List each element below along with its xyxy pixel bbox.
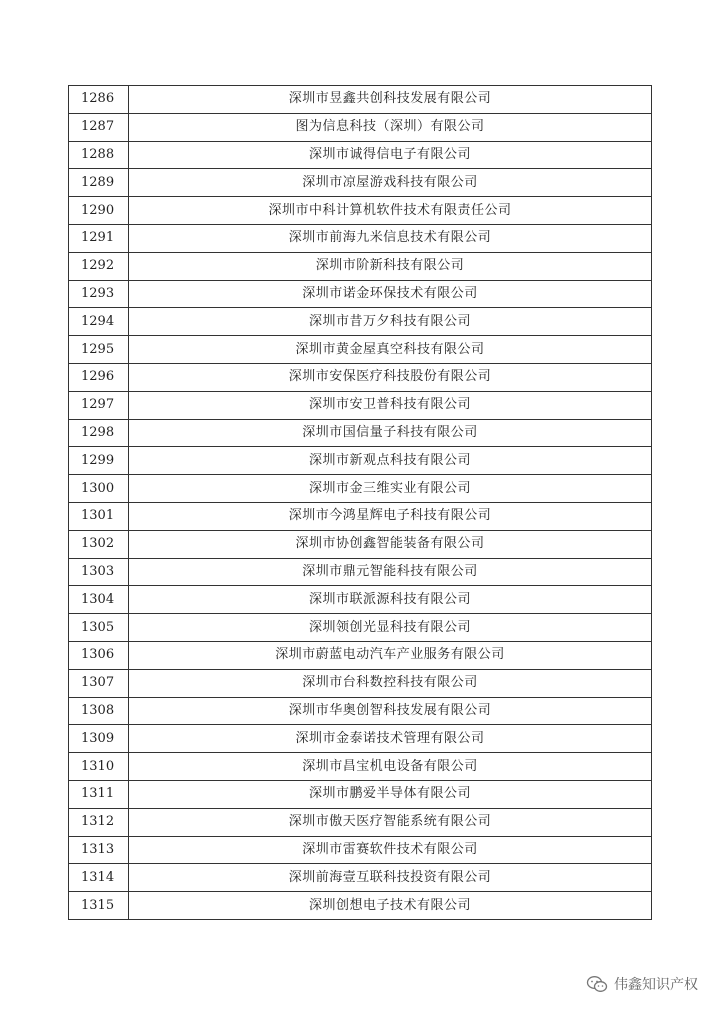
row-number: 1309 xyxy=(69,725,129,753)
row-number: 1303 xyxy=(69,558,129,586)
table-row xyxy=(69,224,652,252)
row-number: 1289 xyxy=(69,169,129,197)
company-name: 深圳市今鸿星辉电子科技有限公司 xyxy=(129,502,652,530)
row-number: 1310 xyxy=(69,753,129,781)
company-name: 深圳市安卫普科技有限公司 xyxy=(129,391,652,419)
table-row xyxy=(69,336,652,364)
company-name: 深圳市昔万夕科技有限公司 xyxy=(129,308,652,336)
table-row xyxy=(69,892,652,920)
row-number: 1291 xyxy=(69,224,129,252)
row-number: 1300 xyxy=(69,475,129,503)
row-number: 1288 xyxy=(69,141,129,169)
row-number: 1290 xyxy=(69,197,129,225)
company-name: 深圳市安保医疗科技股份有限公司 xyxy=(129,363,652,391)
row-number: 1308 xyxy=(69,697,129,725)
row-number: 1313 xyxy=(69,836,129,864)
watermark xyxy=(586,973,698,995)
row-number: 1298 xyxy=(69,419,129,447)
row-number: 1293 xyxy=(69,280,129,308)
row-number: 1292 xyxy=(69,252,129,280)
table-row xyxy=(69,614,652,642)
row-number: 1287 xyxy=(69,113,129,141)
row-number: 1286 xyxy=(69,86,129,114)
company-table-body xyxy=(69,86,652,920)
table-row xyxy=(69,447,652,475)
company-name: 深圳市金泰诺技术管理有限公司 xyxy=(129,725,652,753)
table-row xyxy=(69,363,652,391)
table-row xyxy=(69,475,652,503)
table-row xyxy=(69,753,652,781)
table-row xyxy=(69,641,652,669)
table-row xyxy=(69,113,652,141)
company-table xyxy=(68,85,652,920)
table-row xyxy=(69,669,652,697)
watermark-text: 伟鑫知识产权 xyxy=(614,977,698,993)
company-name: 深圳创想电子技术有限公司 xyxy=(129,892,652,920)
company-name: 深圳前海壹互联科技投资有限公司 xyxy=(129,864,652,892)
table-row xyxy=(69,141,652,169)
company-name: 深圳市阶新科技有限公司 xyxy=(129,252,652,280)
row-number: 1312 xyxy=(69,808,129,836)
company-name: 深圳市凉屋游戏科技有限公司 xyxy=(129,169,652,197)
table-row xyxy=(69,697,652,725)
company-name: 深圳市协创鑫智能装备有限公司 xyxy=(129,530,652,558)
table-row xyxy=(69,86,652,114)
row-number: 1305 xyxy=(69,614,129,642)
row-number: 1315 xyxy=(69,892,129,920)
company-name: 深圳市蔚蓝电动汽车产业服务有限公司 xyxy=(129,641,652,669)
company-name: 深圳市傲天医疗智能系统有限公司 xyxy=(129,808,652,836)
company-name: 深圳市昱鑫共创科技发展有限公司 xyxy=(129,86,652,114)
company-name: 深圳市国信量子科技有限公司 xyxy=(129,419,652,447)
table-row xyxy=(69,252,652,280)
company-name: 深圳市黄金屋真空科技有限公司 xyxy=(129,336,652,364)
row-number: 1294 xyxy=(69,308,129,336)
row-number: 1296 xyxy=(69,363,129,391)
table-row xyxy=(69,391,652,419)
table-row xyxy=(69,808,652,836)
table-row xyxy=(69,725,652,753)
row-number: 1314 xyxy=(69,864,129,892)
company-name: 深圳市联派源科技有限公司 xyxy=(129,586,652,614)
company-name: 深圳市诚得信电子有限公司 xyxy=(129,141,652,169)
company-name: 深圳市前海九米信息技术有限公司 xyxy=(129,224,652,252)
row-number: 1307 xyxy=(69,669,129,697)
company-name: 深圳市诺金环保技术有限公司 xyxy=(129,280,652,308)
table-row xyxy=(69,586,652,614)
table-row xyxy=(69,197,652,225)
table-row xyxy=(69,558,652,586)
row-number: 1302 xyxy=(69,530,129,558)
table-row xyxy=(69,780,652,808)
table-row xyxy=(69,502,652,530)
row-number: 1306 xyxy=(69,641,129,669)
company-name: 深圳市新观点科技有限公司 xyxy=(129,447,652,475)
company-name: 深圳市鹏爱半导体有限公司 xyxy=(129,780,652,808)
company-name: 深圳市中科计算机软件技术有限责任公司 xyxy=(129,197,652,225)
company-name: 深圳市雷赛软件技术有限公司 xyxy=(129,836,652,864)
row-number: 1299 xyxy=(69,447,129,475)
company-name: 深圳市鼎元智能科技有限公司 xyxy=(129,558,652,586)
table-row xyxy=(69,169,652,197)
row-number: 1311 xyxy=(69,780,129,808)
company-name: 图为信息科技（深圳）有限公司 xyxy=(129,113,652,141)
row-number: 1297 xyxy=(69,391,129,419)
row-number: 1304 xyxy=(69,586,129,614)
table-row xyxy=(69,864,652,892)
row-number: 1295 xyxy=(69,336,129,364)
company-name: 深圳市金三维实业有限公司 xyxy=(129,475,652,503)
row-number: 1301 xyxy=(69,502,129,530)
table-row xyxy=(69,419,652,447)
company-name: 深圳市华奥创智科技发展有限公司 xyxy=(129,697,652,725)
table-row xyxy=(69,530,652,558)
table-row xyxy=(69,308,652,336)
company-name: 深圳市台科数控科技有限公司 xyxy=(129,669,652,697)
table-row xyxy=(69,280,652,308)
company-name: 深圳领创光显科技有限公司 xyxy=(129,614,652,642)
wechat-icon xyxy=(586,975,608,993)
table-row xyxy=(69,836,652,864)
company-name: 深圳市昌宝机电设备有限公司 xyxy=(129,753,652,781)
